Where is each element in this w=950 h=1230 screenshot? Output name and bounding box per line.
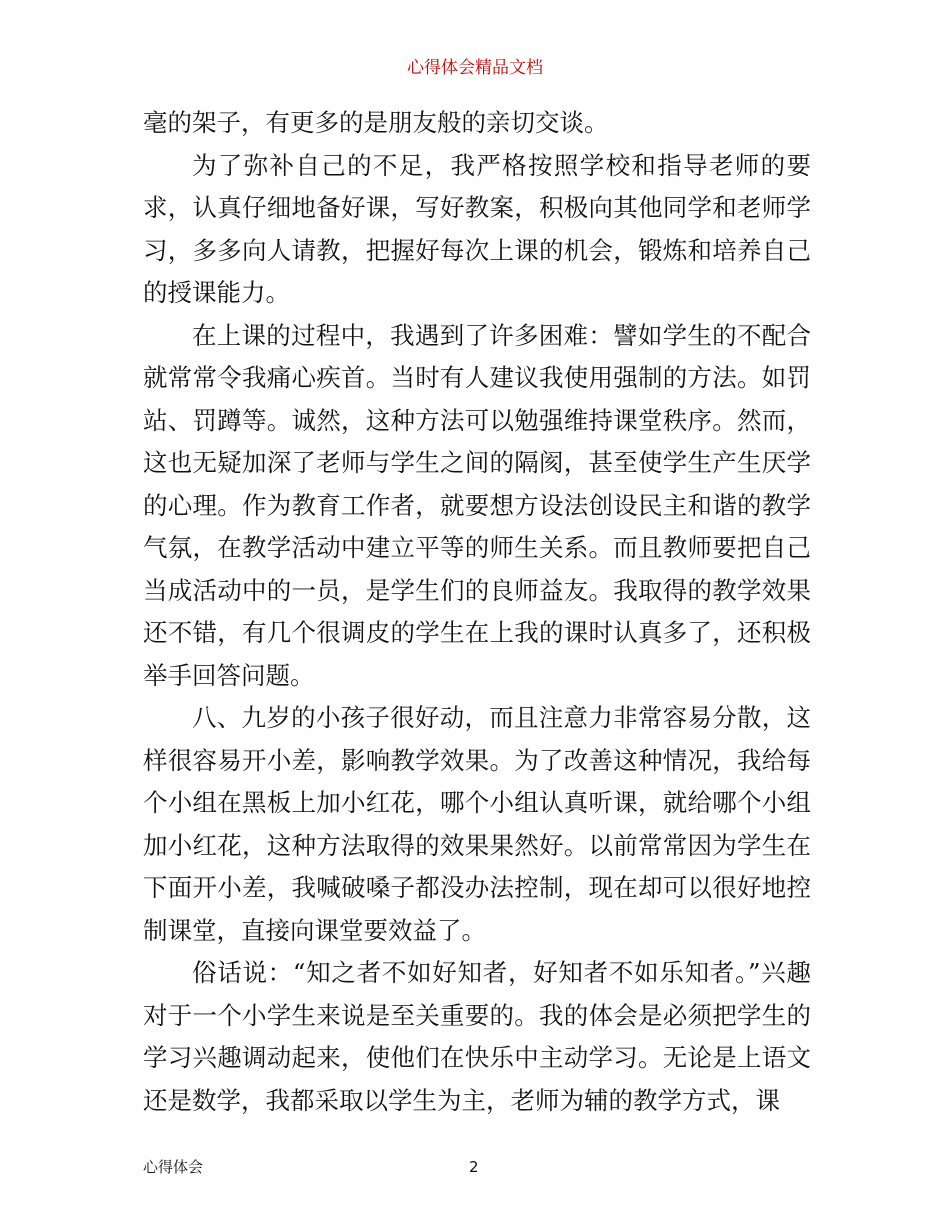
paragraph: 为了弥补自己的不足，我严格按照学校和指导老师的要求，认真仔细地备好课，写好教案，积极向其他同学和老师学习，多多向人请教，把握好每次上课的机会，锻炼和培养自己的授课能力。 [143, 150, 811, 307]
paragraph: 在上课的过程中，我遇到了许多困难：譬如学生的不配合就常常令我痛心疾首。当时有人建议我使用强制的方法。如罚站、罚蹲等。诚然，这种方法可以勉强维持课堂秩序。然而，这也无疑加深了老师与学生之间的隔阂，甚至使学生产生厌学的心理。作为教育工作者，就要想方设法创设民主和谐的教学气氛，在教学活动中建立平等的师生关系。而且教师要把自己当成活动中的一员，是学生们的良师益友。我取得的教学效果还不错，有几个很调皮的学生在上我的课时认真多了，还积极举手回答问题。 [143, 320, 811, 690]
paragraph: 俗话说：“知之者不如好知者，好知者不如乐知者。”兴趣对于一个小学生来说是至关重要的。我的体会是必须把学生的学习兴趣调动起来，使他们在快乐中主动学习。无论是上语文还是数学，我都采取以学生为主，老师为辅的教学方式，课 [143, 958, 811, 1115]
paragraph-continuation: 毫的架子，有更多的是朋友般的亲切交谈。 [143, 108, 609, 137]
page-number: 2 [469, 1158, 479, 1176]
footer-label: 心得体会 [143, 1158, 204, 1176]
page-header-title: 心得体会精品文档 [407, 58, 543, 78]
document-body [143, 102, 811, 1122]
paragraph: 八、九岁的小孩子很好动，而且注意力非常容易分散，这样很容易开小差，影响教学效果。为了改善这种情况，我给每个小组在黑板上加小红花，哪个小组认真听课，就给哪个小组加小红花，这种方法取得的效果果然好。以前常常因为学生在下面开小差，我喊破嗓子都没办法控制，现在却可以很好地控制课堂，直接向课堂要效益了。 [143, 703, 811, 945]
